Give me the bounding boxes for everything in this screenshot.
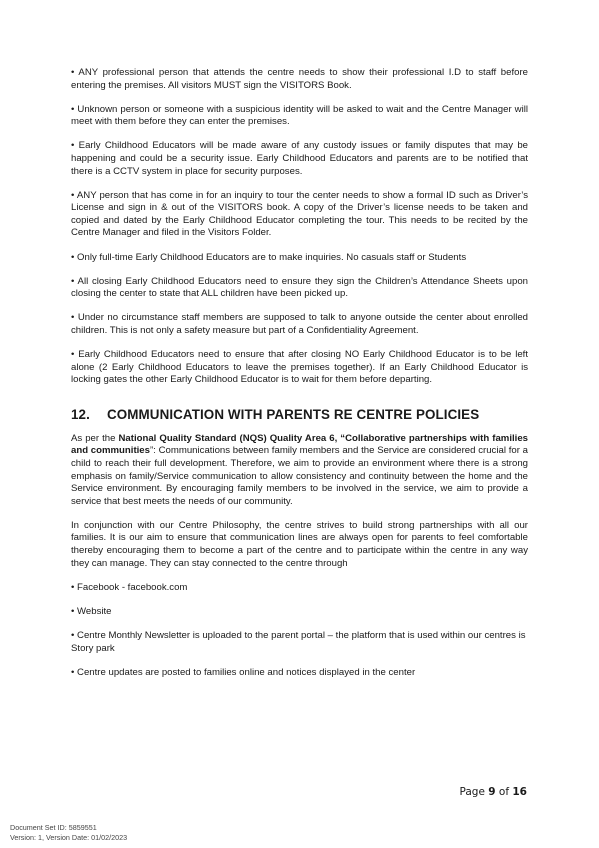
document-footer: [10, 823, 127, 843]
bullet-closing-educators: • Early Childhood Educators need to ensure that after closing NO Early Childhood Educator is to be left alone (2 Early Childhood Educators to leave the premises together). If an Early Childhood Educator is locking gates the other Early Childhood Educator is to wait for them before departing.: [71, 349, 528, 386]
intro-nqs-reference: National Quality Standard (NQS) Quality Area 6, “Collaborative partnerships with families and communities: [71, 432, 528, 457]
channel-updates: • Centre updates are posted to families online and notices displayed in the center: [71, 666, 416, 678]
page-number-total: 16: [512, 786, 527, 798]
bullet-attendance-sheets: • All closing Early Childhood Educators need to ensure they sign the Children’s Attendance Sheets upon closing the center to state that ALL children have been picked up.: [71, 275, 528, 300]
intro-prefix: As per the: [71, 432, 119, 444]
channel-facebook: • Facebook - facebook.com: [71, 581, 188, 593]
channel-newsletter: • Centre Monthly Newsletter is uploaded to the parent portal – the platform that is used within our centres is Story park: [71, 629, 526, 654]
section-philosophy: In conjunction with our Centre Philosophy, the centre strives to build strong partnerships with all our families. It is our aim to ensure that communication lines are always open for parents to feel comfortable thereby encouraging them to become a part of the centre and to participate within the centre in any way they can manage. They can stay connected to the centre through: [71, 519, 528, 569]
section-number: 12.: [71, 406, 90, 422]
section-heading: [71, 407, 528, 422]
page-number-of: of: [495, 786, 513, 798]
bullet-custody-issues: • Early Childhood Educators will be made aware of any custody issues or family disputes that may be happening and could be a security issue. Early Childhood Educators and parents are to be notified that there is a CCTV system in place for security purposes.: [71, 140, 528, 177]
footer-doc-set-id: Document Set ID: 5859551: [10, 823, 97, 832]
channel-website: • Website: [71, 605, 112, 617]
section-title: COMMUNICATION WITH PARENTS RE CENTRE POLICIES: [107, 406, 480, 422]
bullet-confidentiality: • Under no circumstance staff members are supposed to talk to anyone outside the center about enrolled children. This is not only a safety measure but part of a Confidentiality Agreement.: [71, 312, 528, 336]
section-intro: [71, 433, 528, 509]
page-number-prefix: Page: [459, 786, 489, 798]
page-number: [460, 786, 528, 798]
page-content: [71, 67, 528, 691]
bullet-full-time-inquiries: • Only full-time Early Childhood Educators are to make inquiries. No casuals staff or Students: [71, 251, 467, 263]
bullet-tour-inquiry: • ANY person that has come in for an inquiry to tour the center needs to show a formal ID such as Driver’s License and sign in & out of the VISITORS book. A copy of the Driver’s license needs to be taken and copied and dated by the Early Childhood Educator completing the tour. This needs to be recited by the Centre Manager and filed in the Visitors Folder.: [71, 189, 528, 239]
bullet-unknown-person: • Unknown person or someone with a suspicious identity will be asked to wait and the Centre Manager will meet with them before they can enter the premises.: [71, 103, 528, 128]
bullet-professional-id: • ANY professional person that attends the centre needs to show their professional I.D to staff before entering the premises. All visitors MUST sign the VISITORS Book.: [71, 67, 528, 91]
intro-rest: ”: Communications between family members and the Service are considered crucial for a child to reach their full development. Therefore, we aim to provide an environment where there is a strong emphasis on family/Service communication to allow consistency and continuity between the home and the Service environment. By encouraging family members to be involved in the service, we aim to provide a service that best meets the needs of our community.: [71, 445, 528, 507]
footer-version: Version: 1, Version Date: 01/02/2023: [10, 833, 128, 842]
page-number-current: 9: [488, 786, 496, 798]
